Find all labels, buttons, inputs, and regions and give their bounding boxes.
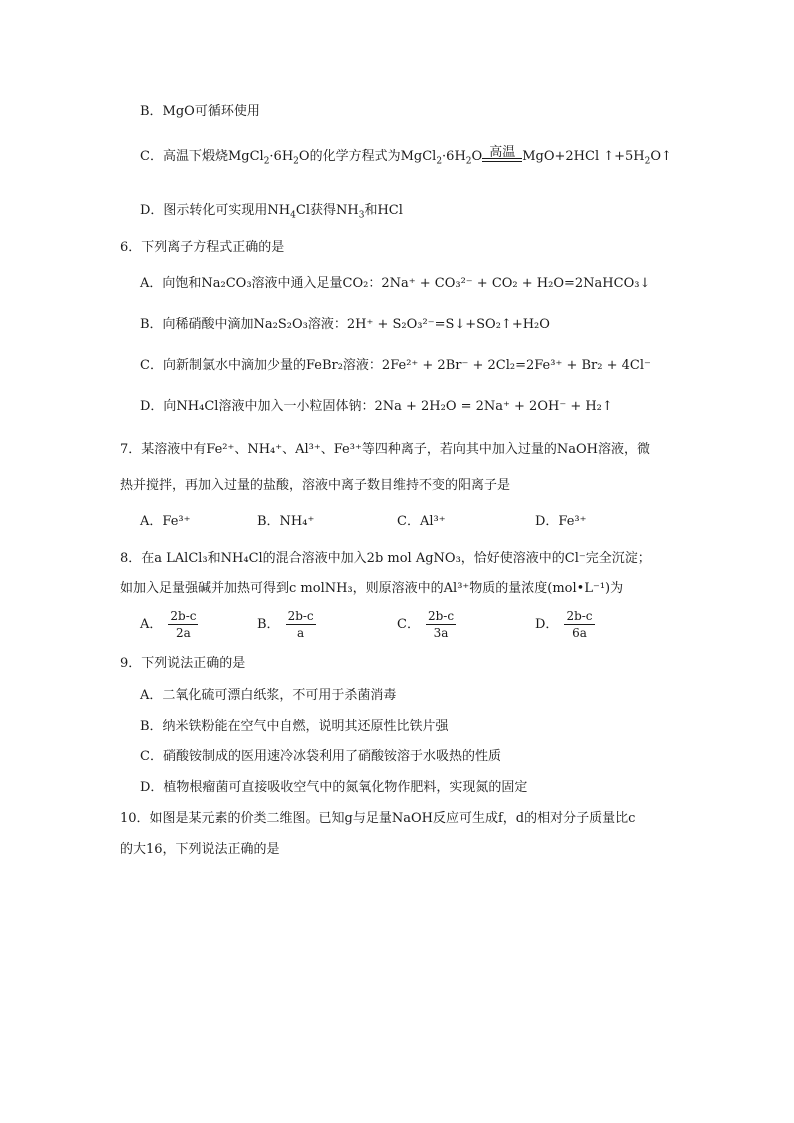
q6-option-a: A．向饱和Na₂CO₃溶液中通入足量CO₂：2Na⁺ + CO₃²⁻ + CO₂ + H₂O=2NaHCO₃↓ bbox=[140, 276, 651, 291]
fraction: $\frac{2b-c}{a}$ bbox=[287, 609, 314, 640]
q6-option-c: C．向新制氯水中滴加少量的FeBr₂溶液：2Fe²⁺ + 2Br⁻ + 2Cl₂=2Fe³⁺ + Br₂ + 4Cl⁻ bbox=[140, 358, 651, 373]
q10-stem-line1: 10．如图是某元素的价类二维图。已知g与足量NaOH反应可生成f，d的相对分子质量比c bbox=[120, 811, 636, 826]
q7-option-c: C．Al³⁺ bbox=[397, 514, 446, 529]
q7-option-d: D．Fe³⁺ bbox=[535, 514, 587, 529]
q6-stem: 6．下列离子方程式正确的是 bbox=[120, 240, 285, 255]
q7-stem-line1: 7．某溶液中有Fe²⁺、NH₄⁺、Al³⁺、Fe³⁺等四种离子，若向其中加入过量的NaOH溶液，微 bbox=[120, 442, 650, 457]
q8-option-a: A． $\frac{2b-c}{2a}$ bbox=[140, 609, 197, 640]
q9-option-b: B．纳米铁粉能在空气中自燃，说明其还原性比铁片强 bbox=[140, 719, 449, 734]
q5-option-c: C．高温下煅烧$MgCl_2\cdot 6H_2O$的化学方程式为$MgCl_2\cdot 6H_2O$ 高温 MgO+2HCl $↑+5H_2O↑$ bbox=[140, 145, 672, 167]
q9-option-c: C．硝酸铵制成的医用速冷冰袋利用了硝酸铵溶于水吸热的性质 bbox=[140, 749, 501, 764]
fraction: $\frac{2b-c}{6a}$ bbox=[566, 609, 593, 640]
q8-stem-line1: 8．在a LAlCl₃和NH₄Cl的混合溶液中加入2b mol AgNO₃，恰好使溶液中的Cl⁻完全沉淀； bbox=[120, 551, 651, 566]
reaction-condition: 高温 bbox=[482, 158, 522, 166]
q7-option-b: B．NH₄⁺ bbox=[257, 514, 315, 529]
q8-option-d: D． $\frac{2b-c}{6a}$ bbox=[535, 609, 593, 640]
q6-option-d: D．向NH₄Cl溶液中加入一小粒固体钠：2Na + 2H₂O = 2Na⁺ + 2OH⁻ + H₂↑ bbox=[140, 399, 613, 414]
q9-option-d: D．植物根瘤菌可直接吸收空气中的氮氧化物作肥料，实现氮的固定 bbox=[140, 780, 528, 795]
q8-option-b: B． $\frac{2b-c}{a}$ bbox=[257, 609, 314, 640]
q10-stem-line2: 的大16，下列说法正确的是 bbox=[120, 842, 280, 857]
q8-stem-line2: 如加入足量强碱并加热可得到c molNH₃，则原溶液中的Al³⁺物质的量浓度(mol•L⁻¹)为 bbox=[120, 581, 624, 596]
q5-option-b: B．MgO可循环使用 bbox=[140, 104, 260, 119]
q6-option-b: B．向稀硝酸中滴加Na₂S₂O₃溶液：2H⁺ + S₂O₃²⁻=S↓+SO₂↑+H₂O bbox=[140, 317, 550, 332]
q7-stem-line2: 热并搅拌，再加入过量的盐酸，溶液中离子数目维持不变的阳离子是 bbox=[120, 478, 511, 493]
fraction: $\frac{2b-c}{2a}$ bbox=[170, 609, 197, 640]
q9-option-a: A．二氧化硫可漂白纸浆，不可用于杀菌消毒 bbox=[140, 688, 397, 703]
q5-option-d: D．图示转化可实现用$NH_4Cl$获得$NH_3$和HCl bbox=[140, 203, 403, 221]
q9-stem: 9．下列说法正确的是 bbox=[120, 656, 246, 671]
fraction: $\frac{2b-c}{3a}$ bbox=[427, 609, 455, 640]
q8-option-c: C． $\frac{2b-c}{3a}$ bbox=[397, 609, 455, 640]
q7-option-a: A．Fe³⁺ bbox=[140, 514, 191, 529]
